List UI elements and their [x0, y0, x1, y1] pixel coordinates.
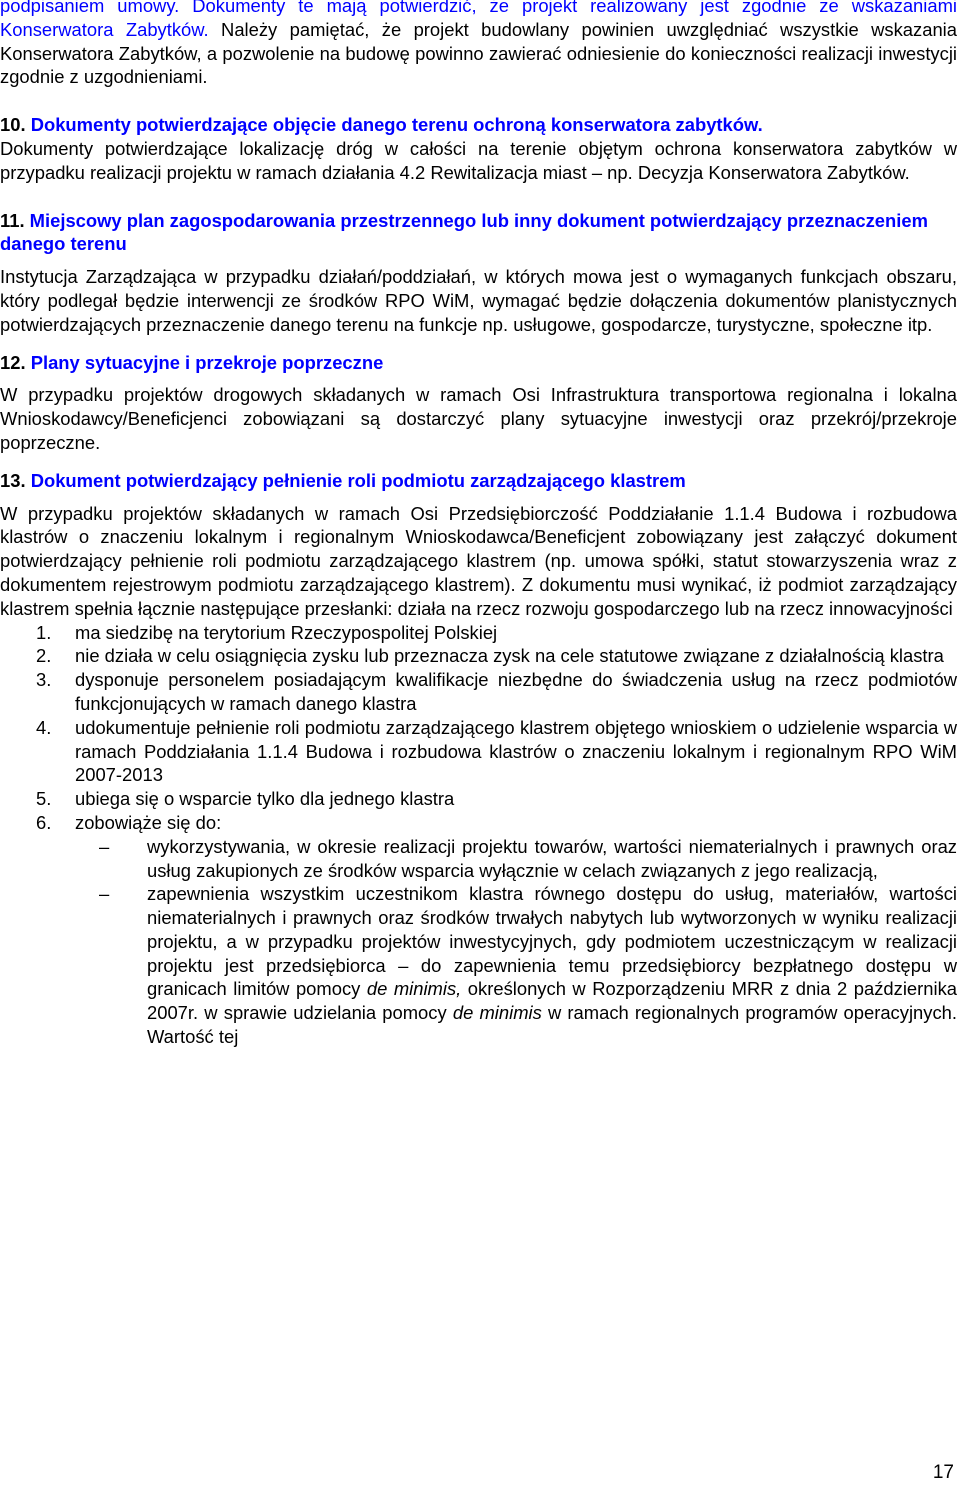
section-13-heading: [0, 469, 957, 493]
section-10-body: Dokumenty potwierdzające lokalizację dróg w całości na terenie objętym ochrona konserwatora zabytków w przypadku realizacji projektu w ramach działania 4.2 Rewitalizacja miast – np. Decyzja Konserwatora Zabytków.: [0, 137, 957, 183]
list-item: [0, 787, 957, 811]
section-13-number: 13.: [0, 469, 26, 491]
obligation-text-1: wykorzystywania, w okresie realizacji projektu towarów, wartości niematerialnych i prawnych oraz usług zakupionych ze środków wsparcia wyłącznie w celach związanych z jego realizacją,: [147, 835, 957, 881]
conditions-list: [0, 621, 957, 835]
page-number: 17: [932, 1462, 954, 1483]
dash-bullet: –: [99, 883, 110, 905]
list-item: [0, 644, 957, 668]
obligation-text-2a: zapewnienia wszystkim uczestnikom klastra równego dostępu do usług, materiałów, wartości niematerialnych i prawnych oraz środków trwałych nabytych lub wytworzonych w wyniku realizacji projektu, a w przypadku projektów inwestycyjnych, gdy podmiotem uczestniczącym w realizacji projektu jest przedsiębiorca – do zapewnienia temu przedsiębiorcy bezpłatnego dostępu w granicach limitów pomocy: [147, 883, 957, 1000]
list-item-text: zobowiąże się do:: [75, 811, 222, 833]
list-item-number: 3.: [36, 669, 52, 691]
intro-paragraph: [0, 0, 957, 89]
intro-text-2: Należy pamiętać, że projekt budowlany powinien uwzględniać wszystkie wskazania Konserwatora Zabytków, a pozwolenie na budowę powinno zawierać odniesienie do konieczności realizacji inwestycji zgodnie z uzgodnieniami.: [0, 18, 957, 88]
section-11-body: Instytucja Zarządzająca w przypadku działań/poddziałań, w których mowa jest o wymaganych funkcjach obszaru, który podlegał będzie interwencji ze środków RPO WiM, wymagać będzie dołączenia dokumentów planistycznych potwierdzających przeznaczenie danego terenu na funkcje np. usługowe, gospodarcze, turystyczne, społeczne itp.: [0, 266, 957, 335]
list-item-text: ma siedzibę na terytorium Rzeczypospolitej Polskiej: [75, 621, 498, 643]
section-11-number: 11.: [0, 209, 25, 231]
section-13-body: W przypadku projektów składanych w ramach Osi Przedsiębiorczość Poddziałanie 1.1.4 Budowa i rozbudowa klastrów o znaczeniu lokalnym i regionalnym Wnioskodawca/Beneficjent zobowiązany jest załączyć dokument potwierdzający pełnienie roli podmiotu zarządzającego klastrem (np. umowa spółki, statut stowarzyszenia wraz z dokumentem rejestrowym podmiotu zarządzającego klastrem). Z dokumentu musi wynikać, iż podmiot zarządzający klastrem spełnia łącznie następujące przesłanki: działa na rzecz rozwoju gospodarczego lub na rzecz innowacyjności: [0, 502, 957, 619]
list-item: [0, 668, 957, 716]
section-12-heading: [0, 351, 957, 375]
dash-bullet: –: [99, 835, 110, 857]
obligation-text-2-emphasis-2: de minimis: [452, 1002, 542, 1024]
list-item-text: nie działa w celu osiągnięcia zysku lub przeznacza zysk na cele statutowe związane z działalnością klastra: [75, 645, 944, 667]
obligation-text-2-emphasis-1: de minimis,: [366, 978, 462, 1000]
list-item-number: 6.: [36, 811, 52, 833]
obligation-item: [0, 882, 957, 1049]
section-10-heading: [0, 113, 957, 137]
list-item: [0, 716, 957, 787]
obligation-text-2b: określonych w Rozporządzeniu MRR z dnia 2 października 2007r. w sprawie udzielania pomocy: [147, 978, 958, 1024]
list-item-text: ubiega się o wsparcie tylko dla jednego klastra: [75, 788, 455, 810]
section-10-title: Dokumenty potwierdzające objęcie danego terenu ochroną konserwatora zabytków.: [25, 114, 763, 136]
section-11-heading: [0, 209, 957, 257]
list-item-text: udokumentuje pełnienie roli podmiotu zarządzającego klastrem objętego wnioskiem o udzielenie wsparcia w ramach Poddziałania 1.1.4 Budowa i rozbudowa klastrów o znaczeniu lokalnym i regionalnym RPO WiM 2007-2013: [75, 716, 957, 786]
obligation-text-2c: w ramach regionalnych programów operacyjnych. Wartość tej: [147, 1002, 957, 1048]
list-item-number: 1.: [36, 621, 52, 643]
obligations-list: [0, 835, 957, 1049]
list-item-number: 2.: [36, 645, 52, 667]
list-item: [0, 621, 957, 645]
list-item-text: dysponuje personelem posiadającym kwalifikacje niezbędne do świadczenia usług na rzecz podmiotów funkcjonujących w ramach danego klastra: [75, 669, 957, 714]
section-12-title: Plany sytuacyjne i przekroje poprzeczne: [25, 351, 384, 373]
section-10-number: 10.: [0, 114, 26, 136]
list-item: [0, 811, 957, 835]
list-item-number: 4.: [36, 716, 52, 738]
section-12-body: W przypadku projektów drogowych składanych w ramach Osi Infrastruktura transportowa regionalna i lokalna Wnioskodawcy/Beneficjenci zobowiązani są dostarczyć plany sytuacyjne inwestycji oraz przekrój/przekroje poprzeczne.: [0, 384, 957, 453]
section-12-number: 12.: [0, 351, 26, 373]
section-11-title: Miejscowy plan zagospodarowania przestrzennego lub inny dokument potwierdzający przeznaczeniem danego terenu: [0, 209, 928, 255]
intro-text-1: podpisaniem umowy. Dokumenty te mają potwierdzić, że projekt realizowany jest zgodnie ze wskazaniami Konserwatora Zabytków.: [0, 0, 957, 40]
section-13-title: Dokument potwierdzający pełnienie roli podmiotu zarządzającego klastrem: [25, 469, 686, 491]
obligation-item: [0, 835, 957, 883]
list-item-number: 5.: [36, 788, 52, 810]
